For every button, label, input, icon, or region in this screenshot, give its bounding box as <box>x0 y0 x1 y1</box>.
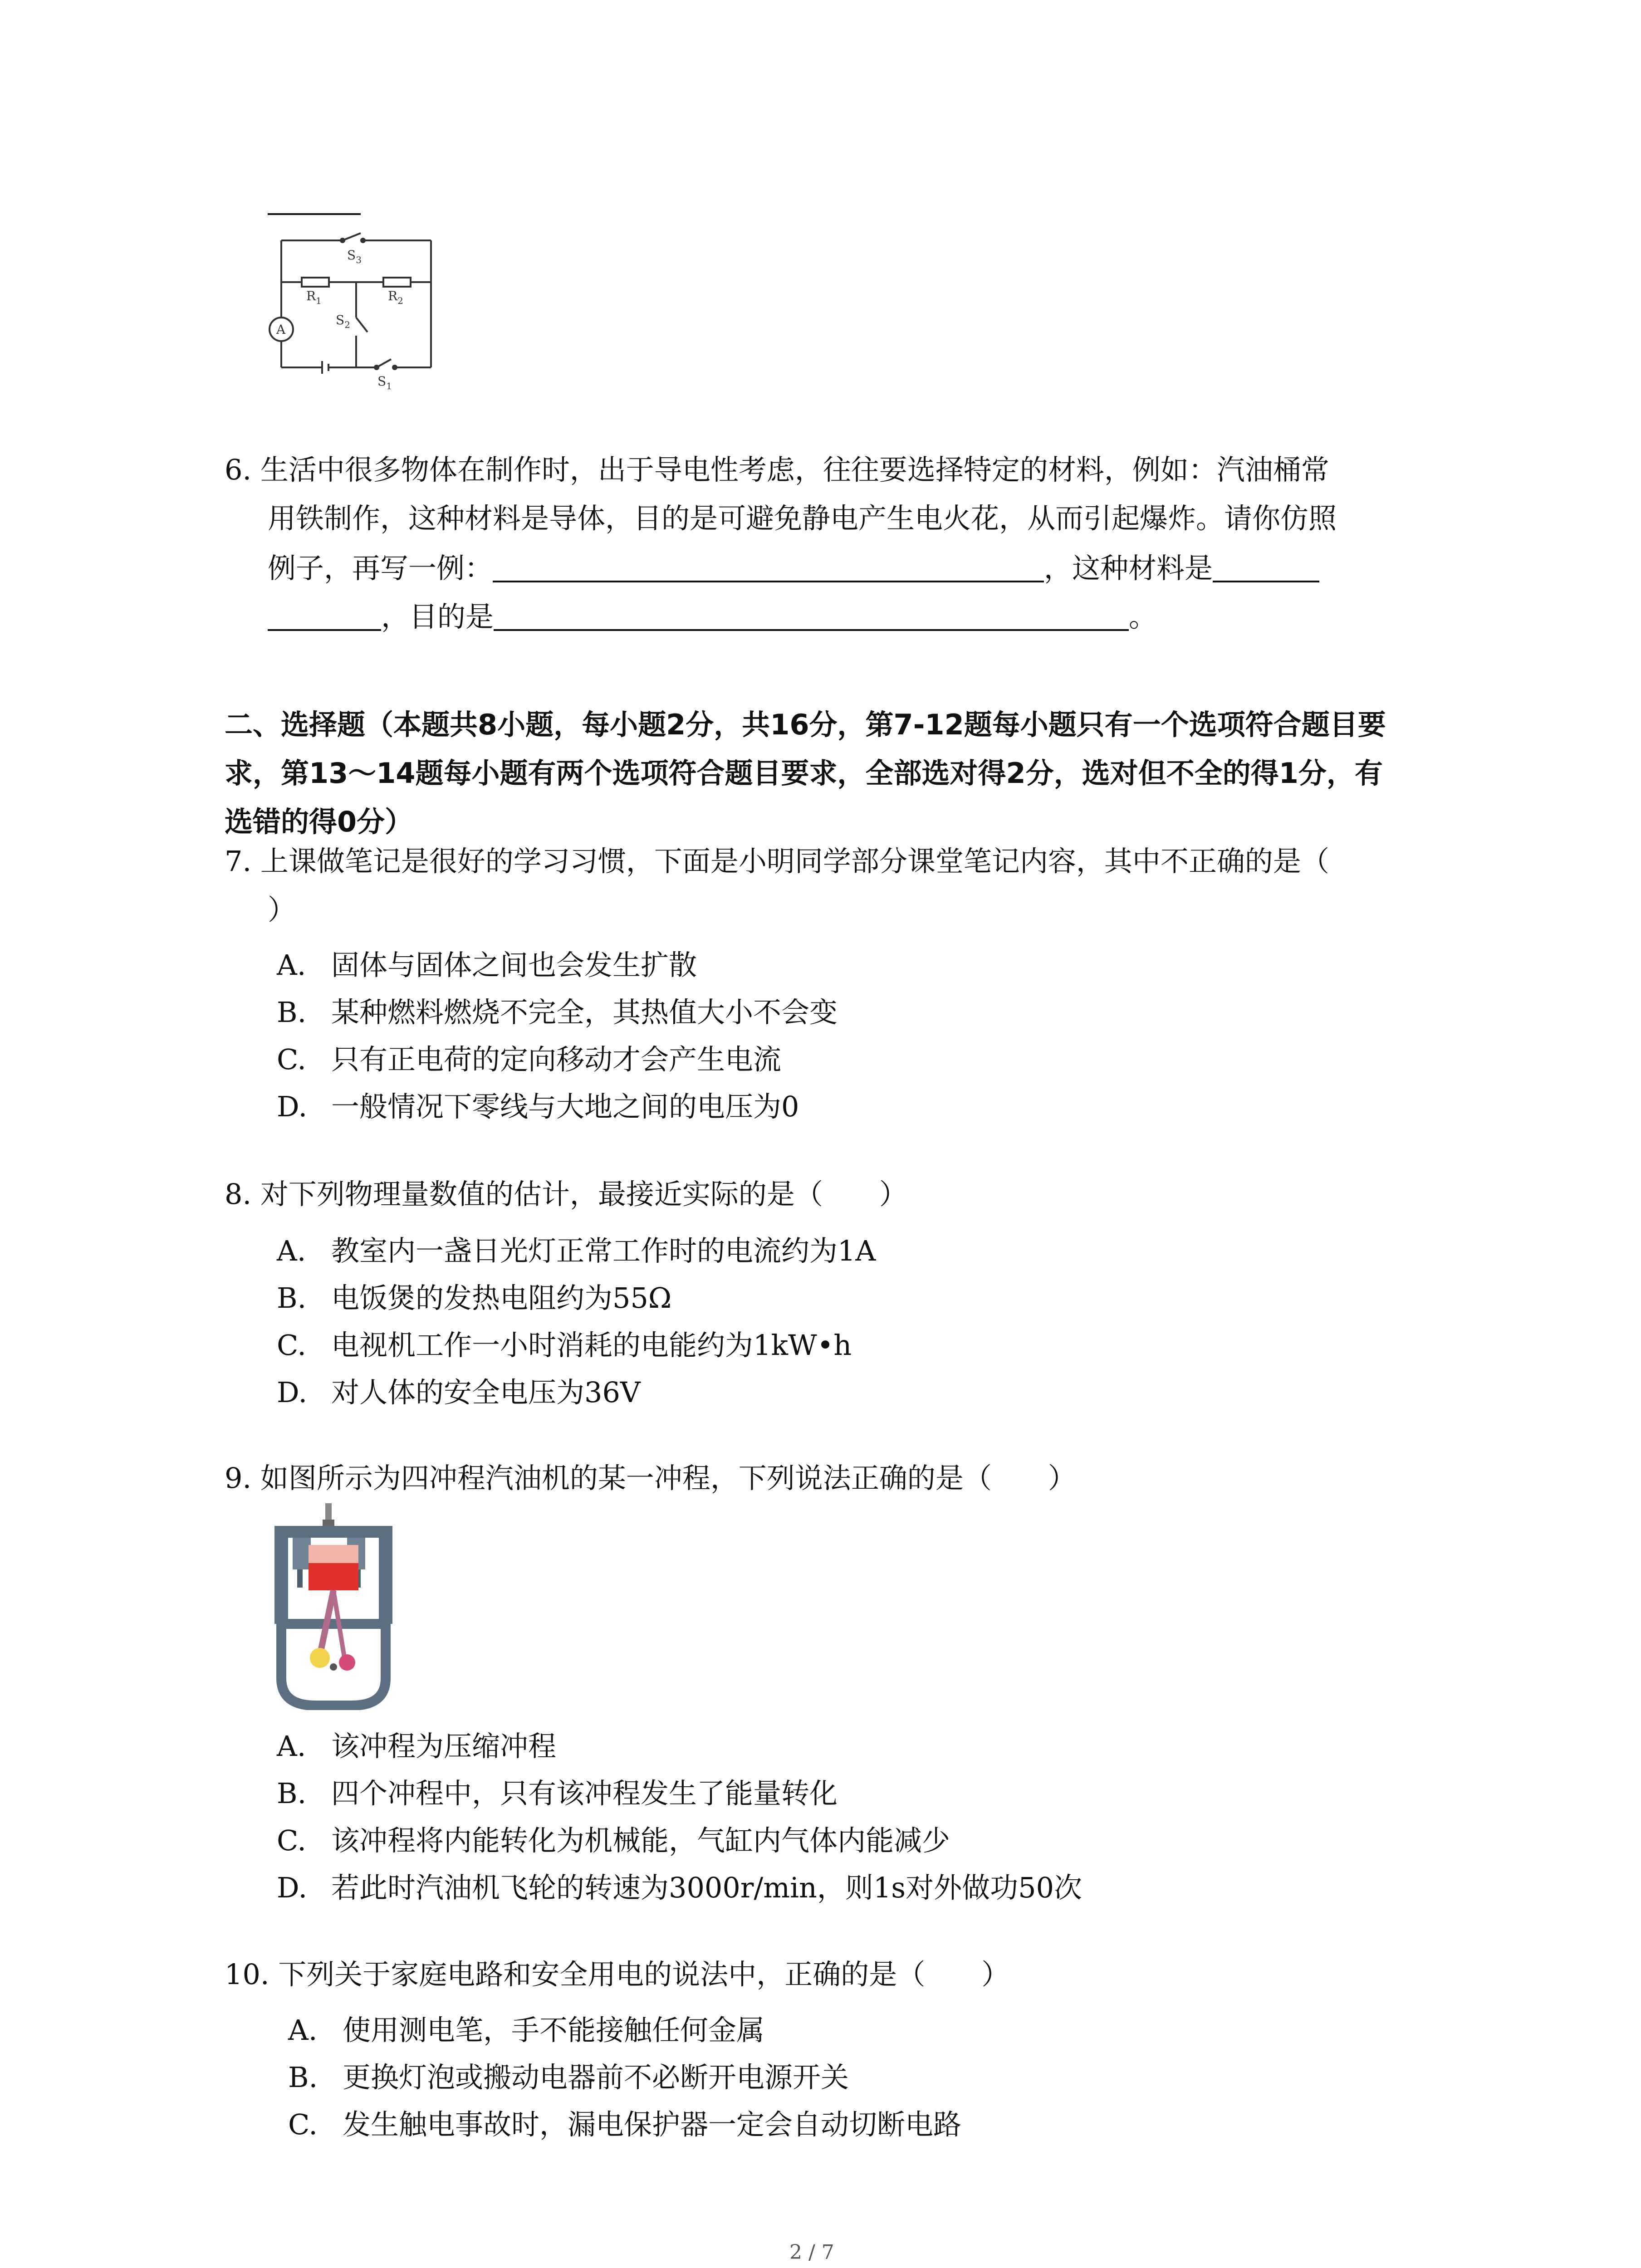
q7-line1: 7. 上课做笔记是很好的学习习惯，下面是小明同学部分课堂笔记内容，其中不正确的是（ <box>225 845 1329 878</box>
section-header-line3: 选错的得0分） <box>225 805 413 838</box>
q10-option-b[interactable]: B. 更换灯泡或搬动电器前不必断开电源开关 <box>288 2061 849 2094</box>
q8-line1: 8. 对下列物理量数值的估计，最接近实际的是（ ） <box>225 1178 907 1211</box>
page-number: 2 / 7 <box>789 2241 834 2264</box>
answer-blank-material-cont[interactable] <box>268 601 381 631</box>
q10-option-c[interactable]: C. 发生触电事故时，漏电保护器一定会自动切断电路 <box>288 2108 962 2141</box>
label-s3: $S_3$ <box>347 248 362 265</box>
q7-line2: ） <box>268 893 296 926</box>
label-ammeter: A <box>276 322 286 337</box>
q7-option-a[interactable]: A. 固体与固体之间也会发生扩散 <box>277 948 697 982</box>
q9-line1: 9. 如图所示为四冲程汽油机的某一冲程，下列说法正确的是（ ） <box>225 1461 1076 1495</box>
q9-option-b[interactable]: B. 四个冲程中，只有该冲程发生了能量转化 <box>277 1777 838 1810</box>
q10-line1: 10. 下列关于家庭电路和安全用电的说法中，正确的是（ ） <box>225 1958 1010 1991</box>
label-s1: $S_1$ <box>377 374 392 390</box>
q7-option-d[interactable]: D. 一般情况下零线与大地之间的电压为0 <box>277 1090 799 1123</box>
q8-option-c[interactable]: C. 电视机工作一小时消耗的电能约为1kW•h <box>277 1329 852 1362</box>
q8-option-d[interactable]: D. 对人体的安全电压为36V <box>277 1376 641 1409</box>
answer-blank-q5 <box>268 213 361 215</box>
answer-blank-material[interactable] <box>1213 552 1319 582</box>
q9-option-c[interactable]: C. 该冲程将内能转化为机械能，气缸内气体内能减少 <box>277 1824 950 1857</box>
label-r1: $R_1$ <box>306 288 322 306</box>
q8-option-b[interactable]: B. 电饭煲的发热电阻约为55Ω <box>277 1281 672 1315</box>
label-r2: $R_2$ <box>388 288 403 306</box>
section-header-line1: 二、选择题（本题共8小题，每小题2分，共16分，第7-12题每小题只有一个选项符合题目要 <box>225 708 1386 741</box>
q6-line1: 6. 生活中很多物体在制作时，出于导电性考虑，往往要选择特定的材料，例如：汽油桶常 <box>225 453 1329 486</box>
label-s2: $S_2$ <box>336 313 350 330</box>
q7-option-c[interactable]: C. 只有正电荷的定向移动才会产生电流 <box>277 1043 782 1076</box>
q10-option-a[interactable]: A. 使用测电笔，手不能接触任何金属 <box>288 2014 765 2047</box>
q6-line4: ，目的是 。 <box>268 601 1157 631</box>
q6-line3: 例子，再写一例： ，这种材料是 <box>268 552 1319 582</box>
q6-line2: 用铁制作，这种材料是导体，目的是可避免静电产生电火花，从而引起爆炸。请你仿照 <box>268 502 1337 535</box>
answer-blank-purpose[interactable] <box>494 601 1129 631</box>
section-header-line2: 求，第13～14题每小题有两个选项符合题目要求，全部选对得2分，选对但不全的得1分，有 <box>225 757 1383 790</box>
q7-option-b[interactable]: B. 某种燃料燃烧不完全，其热值大小不会变 <box>277 996 838 1029</box>
q9-option-a[interactable]: A. 该冲程为压缩冲程 <box>277 1730 557 1763</box>
q8-option-a[interactable]: A. 教室内一盏日光灯正常工作时的电流约为1A <box>277 1234 876 1267</box>
answer-blank-example[interactable] <box>493 552 1044 582</box>
circuit-diagram <box>254 227 445 390</box>
engine-diagram <box>265 1501 402 1710</box>
q9-option-d[interactable]: D. 若此时汽油机飞轮的转速为3000r/min，则1s对外做功50次 <box>277 1871 1083 1904</box>
